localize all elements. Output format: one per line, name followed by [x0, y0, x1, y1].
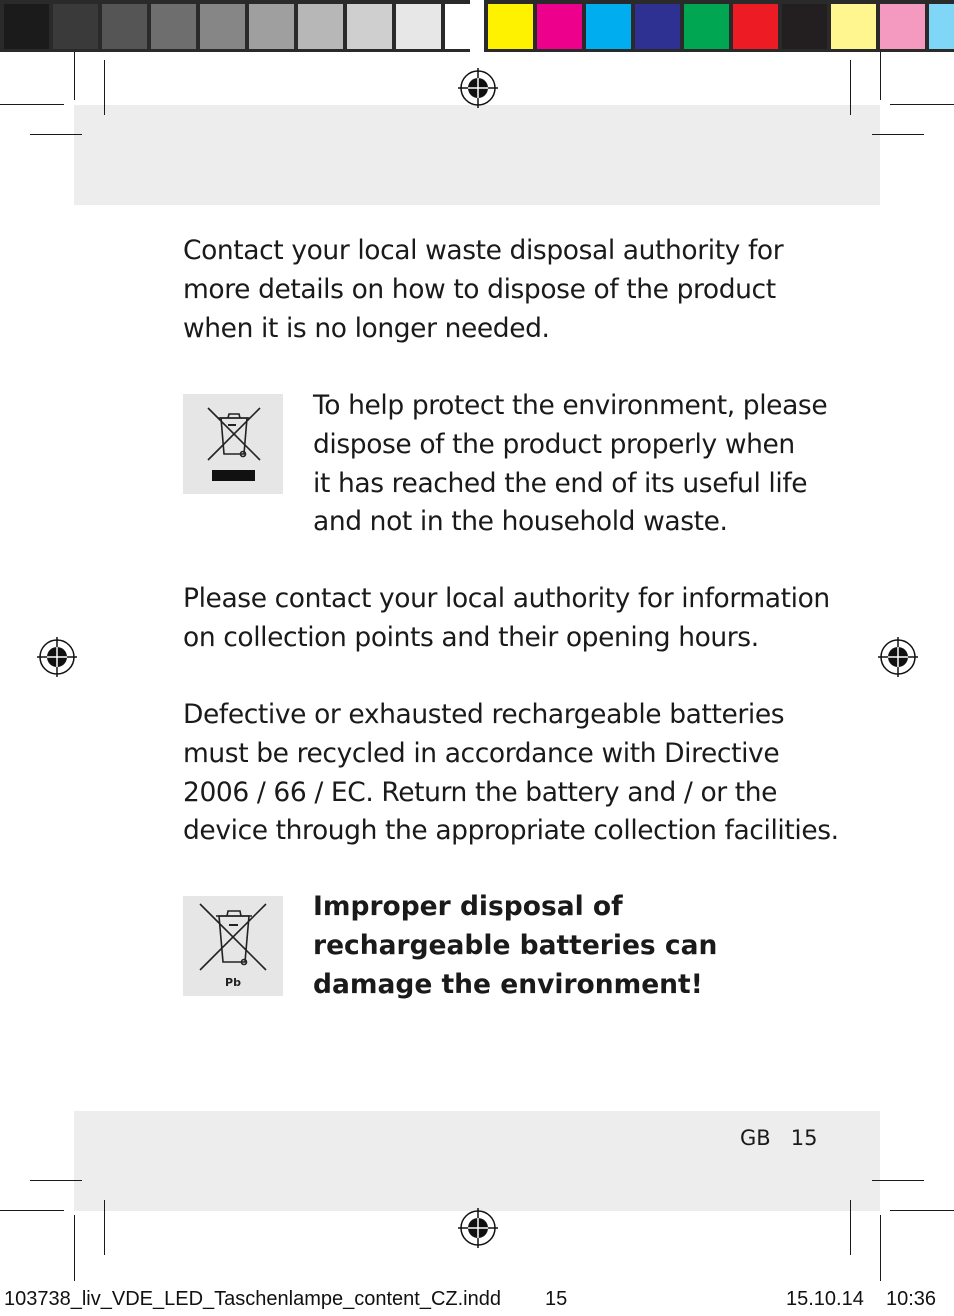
crop-mark	[850, 60, 851, 115]
grey-swatch	[4, 4, 49, 49]
grey-swatch	[298, 4, 343, 49]
grey-swatch	[347, 4, 392, 49]
text-line: must be recycled in accordance with Directive	[183, 737, 780, 769]
slug-date: 15.10.14	[786, 1288, 864, 1310]
slug-filename: 103738_liv_VDE_LED_Taschenlampe_content_CZ.indd	[4, 1288, 501, 1310]
registration-mark-icon	[878, 637, 918, 677]
crop-mark	[74, 1215, 75, 1281]
grey-swatch	[396, 4, 441, 49]
collection-points-paragraph	[183, 580, 830, 658]
crop-mark	[74, 52, 75, 100]
crop-mark	[850, 1200, 851, 1255]
registration-mark-icon	[458, 1208, 498, 1248]
crop-mark	[104, 1200, 105, 1255]
weee-icon-box	[183, 394, 283, 494]
warning-heading	[313, 888, 717, 1004]
battery-icon-box	[183, 896, 283, 996]
environment-paragraph	[313, 387, 827, 542]
crop-mark	[0, 1210, 64, 1211]
crop-mark	[30, 134, 82, 135]
battery-recycling-paragraph	[183, 696, 839, 851]
crop-mark	[872, 134, 924, 135]
crop-mark	[872, 1180, 924, 1181]
color-swatch	[488, 4, 533, 49]
crop-mark	[880, 52, 881, 100]
color-swatch	[586, 4, 631, 49]
text-line: Improper disposal of	[313, 891, 623, 922]
grey-swatch	[200, 4, 245, 49]
crop-mark	[0, 104, 64, 105]
grey-swatch	[53, 4, 98, 49]
slug-page: 15	[545, 1288, 568, 1310]
text-line: Contact your local waste disposal authority for	[183, 235, 784, 266]
registration-mark-icon	[37, 637, 77, 677]
page-number: 15	[790, 1126, 818, 1150]
text-line: when it is no longer needed.	[183, 312, 550, 344]
text-line: more details on how to dispose of the product	[183, 273, 776, 305]
header-band	[74, 105, 880, 205]
text-line: rechargeable batteries can	[313, 929, 718, 961]
text-line: 2006 / 66 / EC. Return the battery and / or the	[183, 776, 778, 808]
crossed-out-wheelie-bin-pb-icon	[183, 896, 283, 996]
language-code: GB	[740, 1126, 771, 1150]
crop-mark	[30, 1180, 82, 1181]
text-line: on collection points and their opening hours.	[183, 621, 759, 653]
page-footer	[740, 1126, 817, 1150]
color-swatch	[782, 4, 827, 49]
crop-mark	[890, 104, 954, 105]
color-swatch	[831, 4, 876, 49]
disposal-paragraph	[183, 232, 783, 348]
text-line: and not in the household waste.	[313, 506, 728, 538]
color-swatch	[684, 4, 729, 49]
grey-swatch	[151, 4, 196, 49]
grey-swatch	[102, 4, 147, 49]
text-line: Defective or exhausted rechargeable batteries	[183, 699, 785, 730]
text-line: dispose of the product properly when	[313, 428, 795, 460]
registration-mark-icon	[458, 68, 498, 108]
crop-mark	[104, 60, 105, 115]
crossed-out-wheelie-bin-icon	[183, 394, 283, 494]
color-swatch	[733, 4, 778, 49]
color-swatch	[537, 4, 582, 49]
text-line: Please contact your local authority for information	[183, 583, 830, 614]
text-line: device through the appropriate collection facilities.	[183, 815, 839, 847]
slug-time: 10:36	[886, 1288, 937, 1310]
color-swatch	[635, 4, 680, 49]
color-swatch	[880, 4, 925, 49]
grey-swatch	[249, 4, 294, 49]
text-line: To help protect the environment, please	[313, 390, 828, 421]
pb-label: Pb	[225, 976, 241, 989]
crop-mark	[890, 1210, 954, 1211]
text-line: it has reached the end of its useful life	[313, 467, 808, 499]
text-line: damage the environment!	[313, 968, 703, 1000]
crop-mark	[880, 1215, 881, 1281]
color-swatch	[929, 4, 954, 49]
